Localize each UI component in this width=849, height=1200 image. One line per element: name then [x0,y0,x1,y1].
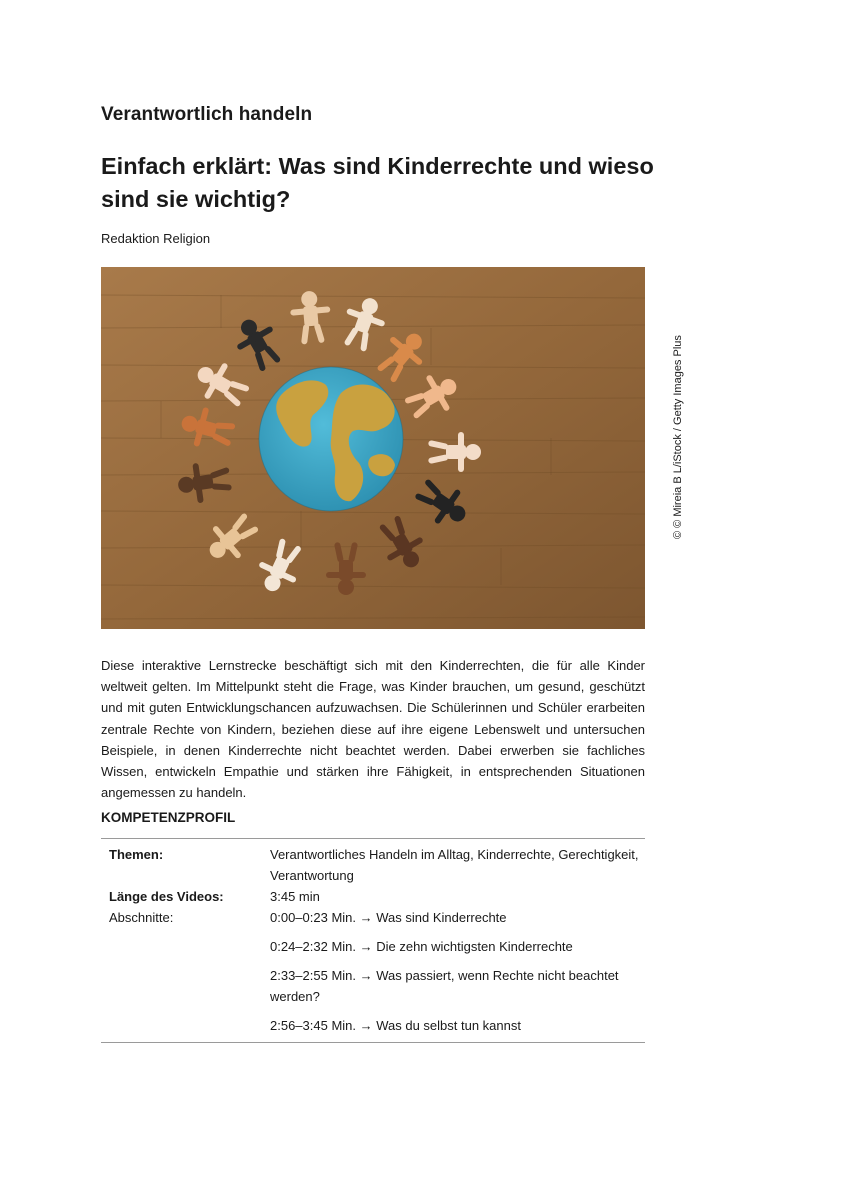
profile-heading: KOMPETENZPROFIL [101,810,236,825]
laenge-row [101,886,645,907]
photo-credit-text: © © Mireia B L/iStock / Getty Images Plus [672,335,684,539]
intro-paragraph: Diese interaktive Lernstrecke beschäftigt sich mit den Kinderrechten, die für alle Kinder weltweit gelten. Im Mittelpunkt steht die Frage, was Kinder brauchen, um gesund, geschützt und mit guten Entwicklungschancen aufzuwachsen. Die Schülerinnen und Schüler erarbeiten zentrale Rechte von Kindern, beziehen diese auf ihre eigene Lebenswelt und untersuchen Beispiele, in denen Kinderrechte nicht beachtet werden. Dabei erwerben sie fachliches Wissen, entwickeln Empathie und stärken ihre Fähigkeit, in entsprechenden Situationen angemessen zu handeln. [101,658,645,801]
abschnitte-list [270,907,645,1036]
abschnitt-item: 0:00–0:23 Min. → Was sind Kinderrechte [270,910,507,925]
abschnitt-item: 2:33–2:55 Min. → Was passiert, wenn Rechte nicht beachtet werden? [270,968,619,1004]
themen-row [101,844,645,886]
abschnitt-item: 2:56–3:45 Min. → Was du selbst tun kannst [270,1018,521,1033]
cover-image [101,267,645,629]
laenge-value: 3:45 min [270,889,320,904]
section-label: Verantwortlich handeln [101,104,313,125]
abschnitt-item: 0:24–2:32 Min. → Die zehn wichtigsten Kinderrechte [270,939,573,954]
photo-credit [665,327,684,539]
competence-table [101,838,645,1043]
abschnitte-row [101,907,645,1036]
author: Redaktion Religion [101,231,211,246]
abschnitte-label: Abschnitte: [109,910,174,925]
page-title: Einfach erklärt: Was sind Kinderrechte und wieso sind sie wichtig? [101,153,654,212]
themen-label: Themen: [109,847,164,862]
themen-value: Verantwortliches Handeln im Alltag, Kinderrechte, Gerechtigkeit, Verantwortung [270,847,639,883]
laenge-label: Länge des Videos: [109,889,224,904]
